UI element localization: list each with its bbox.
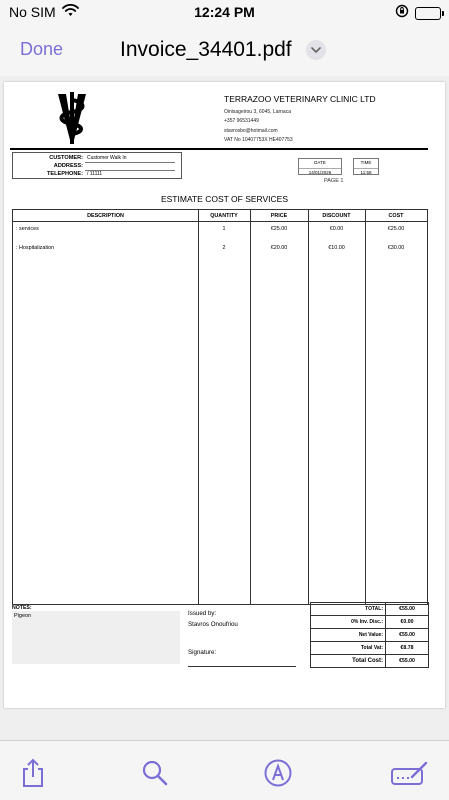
row-price: €20.00 [270,245,288,251]
row-description: : services [16,226,39,232]
customer-box [12,152,182,179]
totals-label: 0% Inv. Disc.: [351,619,383,625]
notes-value: Pigeon [14,613,32,619]
document-title: Invoice_34401.pdf [120,38,292,61]
page-number: PAGE 1 [324,178,344,184]
column-header: QUANTITY [210,213,238,219]
column-divider [250,210,251,604]
nav-bar [0,26,449,76]
totals-row [311,655,428,668]
customer-value: Customer Walk In [87,155,127,161]
date-label: DATE [314,160,326,165]
status-right [395,4,441,23]
customer-label: CUSTOMER: [49,155,83,161]
issued-by-name: Stavros Onoufriou [188,621,238,628]
totals-label: Total Cost: [352,658,383,664]
status-time: 12:24 PM [194,4,255,20]
clinic-logo [52,90,92,146]
totals-row [311,616,428,629]
status-bar [0,0,449,26]
clinic-email: stavrosbo@hotmail.com [224,128,278,134]
totals-label: TOTAL: [365,606,383,612]
totals-row [311,629,428,642]
signature-line [188,666,296,667]
totals-value: €55.00 [385,629,428,642]
issued-by-label: Issued by: [188,610,217,617]
time-label: TIME [360,160,372,165]
column-divider [308,210,309,604]
header-divider [10,148,428,150]
column-header: DISCOUNT [322,213,351,219]
notes-box [12,611,180,664]
column-header: DESCRIPTION [87,213,124,219]
totals-value: €0.00 [385,616,428,629]
row-quantity: 2 [222,245,226,251]
notes-label: NOTES: [12,605,32,611]
orientation-lock-icon [395,4,409,23]
address-label: ADDRESS: [53,163,83,169]
row-quantity: 1 [222,226,226,232]
totals-value: €55.00 [385,655,428,668]
column-header: COST [388,213,404,219]
battery-icon [415,7,441,20]
column-divider [198,210,199,604]
signature-label: Signature: [188,649,217,656]
markup-pen-icon[interactable] [262,757,294,789]
invoice-page [4,82,445,708]
clinic-vat: VAT No 10407753X HE407753 [224,137,293,143]
share-icon[interactable] [17,757,49,789]
row-cost: €25.00 [387,226,405,232]
telephone-value: / 11111 [87,171,103,177]
clinic-name: TERRAZOO VETERINARY CLINIC LTD [224,94,376,104]
row-discount: €10.00 [328,245,345,251]
time-box [353,158,379,175]
done-button[interactable]: Done [20,39,64,59]
totals-row [311,642,428,655]
search-icon[interactable] [139,757,171,789]
items-table [12,209,428,605]
estimate-title: ESTIMATE COST OF SERVICES [160,194,289,204]
row-discount: €0.00 [329,226,344,232]
totals-value: €8.78 [385,642,428,655]
totals-row [311,603,428,616]
clinic-address: Oinisageirou 3, 6045, Larnaca [224,109,291,115]
date-value: 14/01/2026 [299,168,341,175]
row-price: €25.00 [270,226,288,232]
carrier-label: No SIM [9,4,56,20]
totals-box [310,602,429,668]
bottom-toolbar [0,740,449,800]
signature-icon[interactable] [390,757,430,789]
totals-label: Net Value: [358,632,383,638]
chevron-down-icon[interactable] [306,40,326,60]
document-viewer[interactable] [0,76,449,740]
row-cost: €30.00 [387,245,405,251]
column-header: PRICE [270,213,288,219]
date-box [298,158,342,175]
clinic-phone: +357 96531449 [224,118,259,124]
row-description: : Hospitalization [16,245,55,251]
totals-value: €55.00 [385,603,428,616]
time-value: 11:58 [354,168,378,175]
totals-label: Total Vat: [360,645,383,651]
telephone-label: TELEPHONE: [46,171,83,177]
column-divider [365,210,366,604]
customer-rule [85,162,175,163]
